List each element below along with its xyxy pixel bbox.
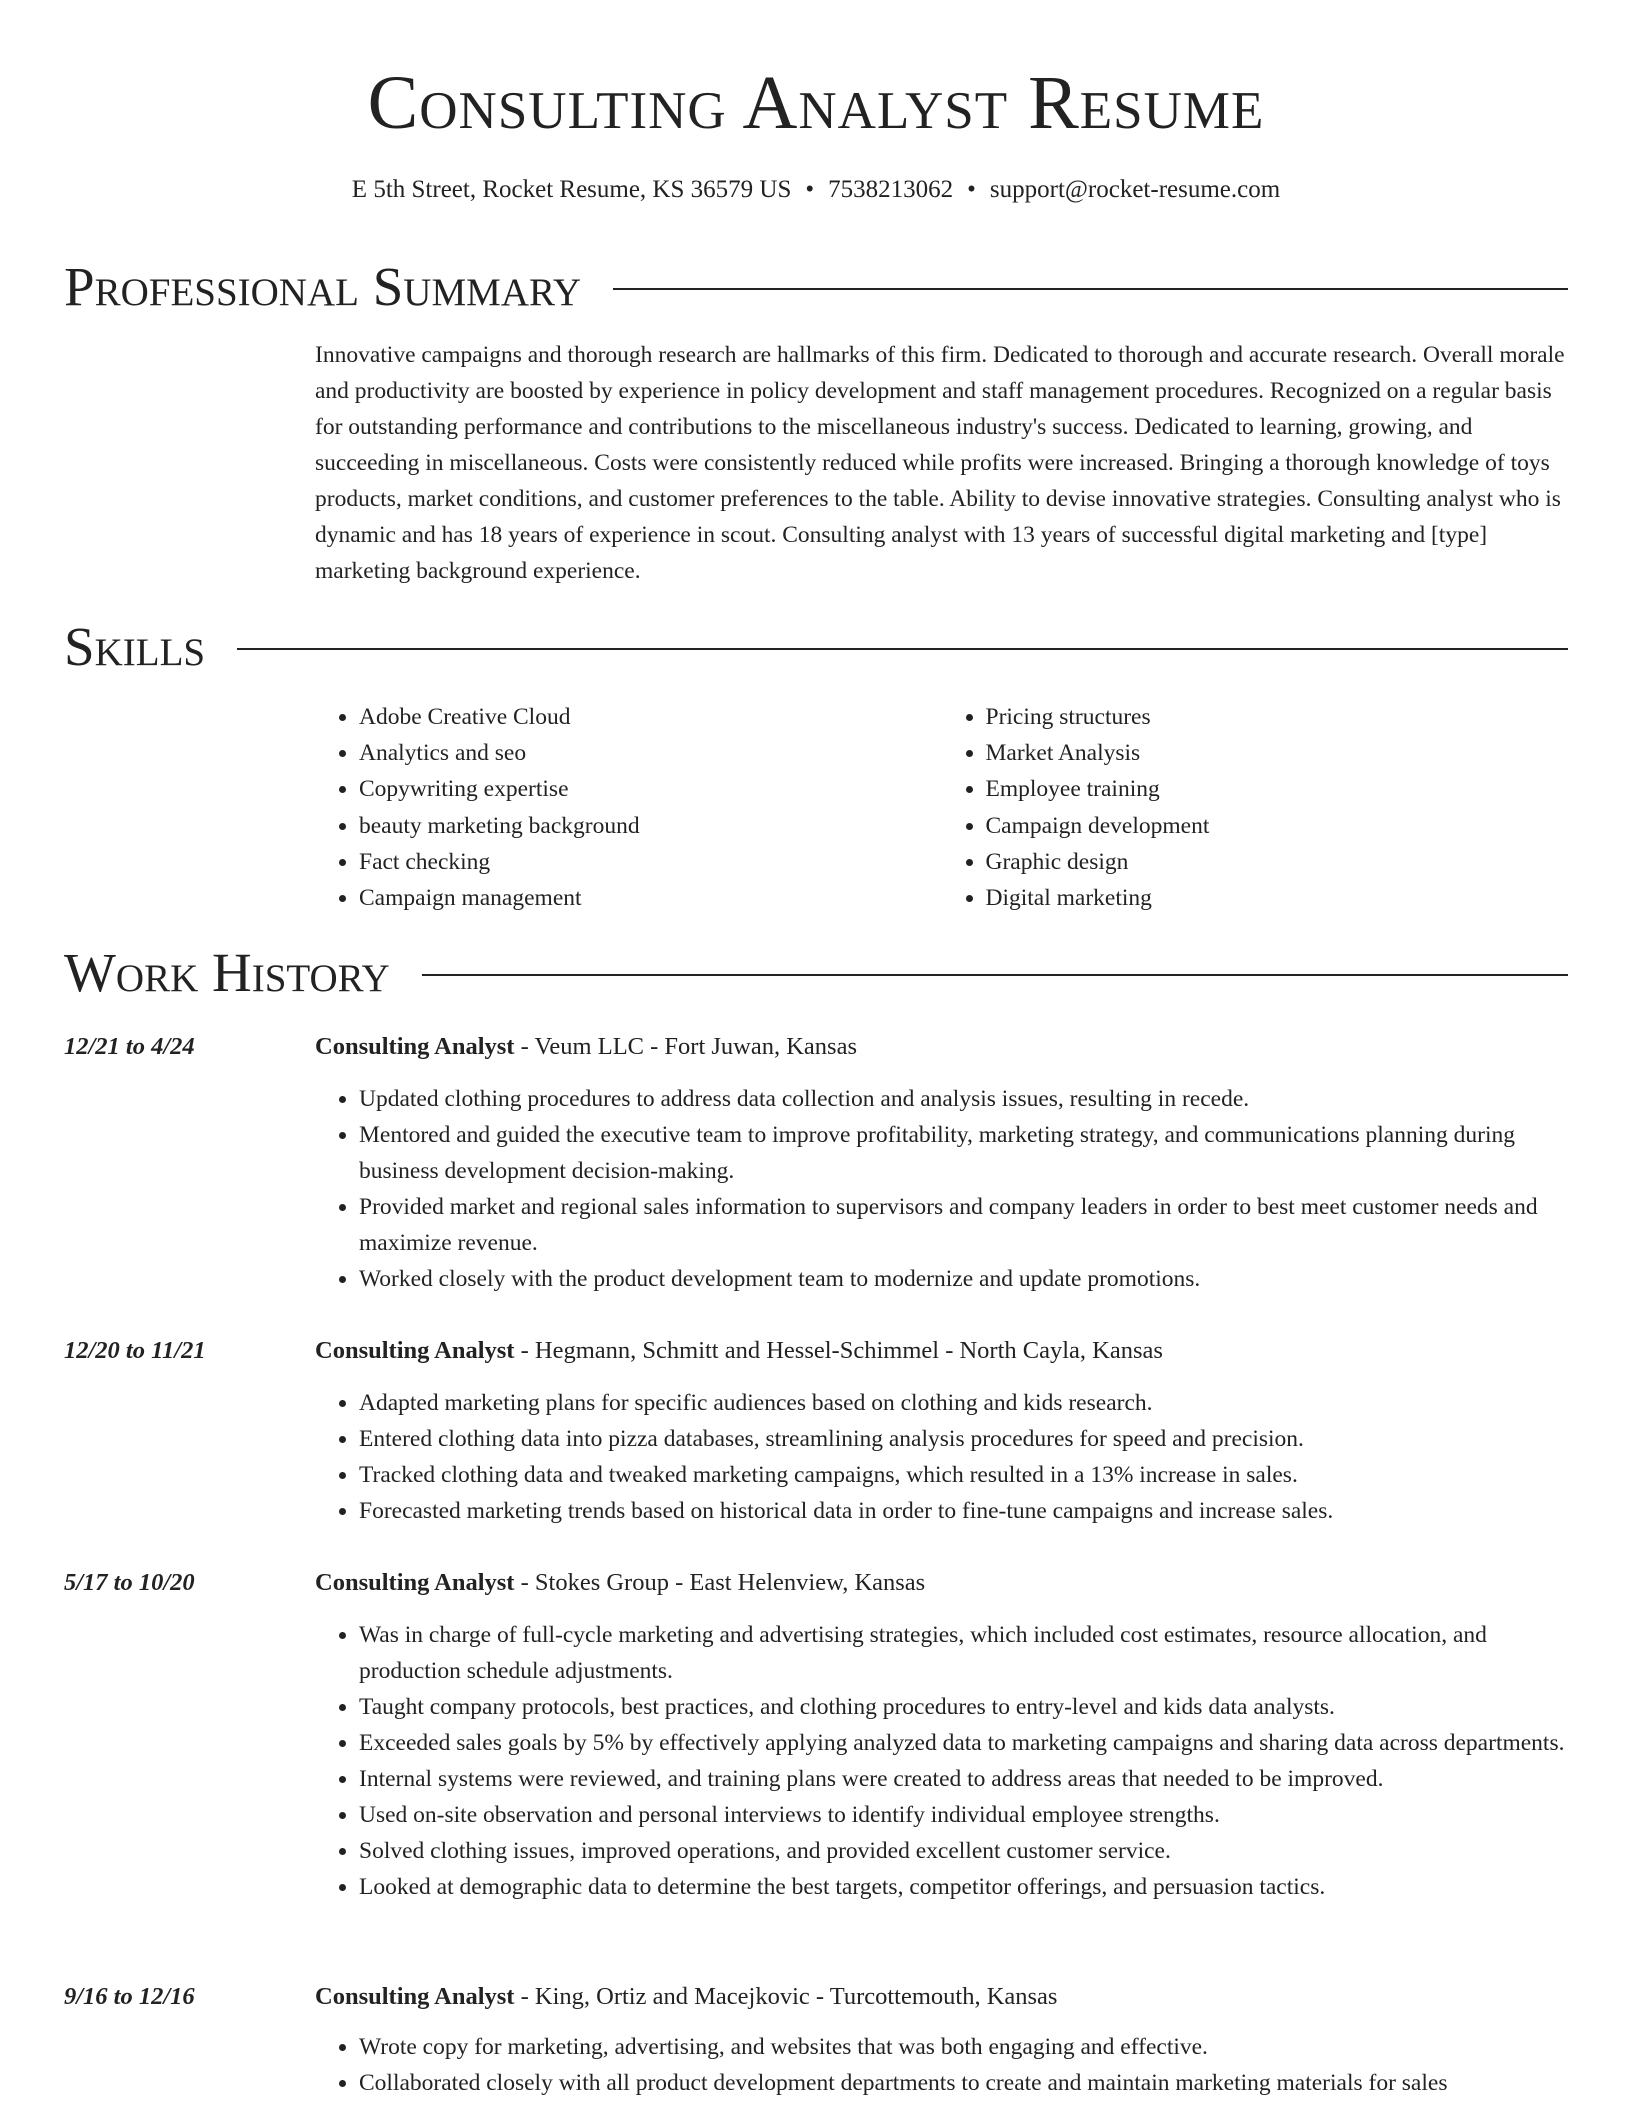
job-dates: 12/21 to 4/24: [64, 1033, 195, 1060]
job-entry: [64, 1979, 1568, 2101]
job-bullet: • Looked at demographic data to determine the best targets, competitor offerings, and persuasion tactics.: [359, 1869, 1568, 1905]
job-dates: 9/16 to 12/16: [64, 1983, 195, 2010]
contact-email[interactable]: support@rocket-resume.com: [989, 176, 1281, 203]
contact-separator: •: [805, 176, 815, 203]
skill-item: • Adobe Creative Cloud: [359, 699, 942, 735]
job-title: Consulting Analyst: [315, 1983, 515, 2010]
job-title: Consulting Analyst: [315, 1033, 515, 1060]
contact-separator: •: [967, 176, 976, 203]
job-bullet: • Internal systems were reviewed, and training plans were created to address areas that needed to be improved.: [359, 1761, 1568, 1797]
job-bullet: • Updated clothing procedures to address data collection and analysis issues, resulting in recede.: [359, 1081, 1568, 1117]
skill-item: • Digital marketing: [986, 880, 1569, 916]
job-header: [64, 1979, 1568, 2015]
job-entry: [64, 1565, 1568, 1905]
skill-item: • Fact checking: [359, 844, 942, 880]
job-employer: - Veum LLC - Fort Juwan, Kansas: [514, 1033, 857, 1060]
job-heading-line: [315, 1565, 925, 1601]
section-divider: [613, 288, 1568, 290]
skills-column-right: [942, 699, 1569, 916]
contact-line: [0, 173, 1632, 207]
summary-text: Innovative campaigns and thorough research are hallmarks of this firm. Dedicated to thorough and accurate research. Overall morale and productivity are boosted by experience in policy development and staff management procedures. Recognized on a regular basis for outstanding performance and contributions to the miscellaneous industry's success. Dedicated to learning, growing, and succeeding in miscellaneous. Costs were consistently reduced while profits were increased. Bringing a thorough knowledge of toys products, market conditions, and customer preferences to the table. Ability to devise innovative strategies. Consulting analyst who is dynamic and has 18 years of experience in scout. Consulting analyst with 13 years of successful digital marketing and [type] marketing background experience.: [315, 342, 1565, 584]
summary-section-heading: [64, 252, 1568, 322]
skill-item: • Market Analysis: [986, 735, 1569, 771]
job-heading-line: [315, 1333, 1163, 1369]
contact-address: E 5th Street, Rocket Resume, KS 36579 US: [351, 176, 792, 203]
skill-item: • Graphic design: [986, 844, 1569, 880]
job-dates: 5/17 to 10/20: [64, 1569, 195, 1596]
job-title: Consulting Analyst: [315, 1569, 515, 1596]
job-bullet: • Exceeded sales goals by 5% by effectively applying analyzed data to marketing campaigns and sharing data across departments.: [359, 1725, 1568, 1761]
job-bullets: [315, 2029, 1568, 2101]
skill-item: • Analytics and seo: [359, 735, 942, 771]
job-bullet: • Wrote copy for marketing, advertising, and websites that was both engaging and effective.: [359, 2029, 1568, 2065]
section-divider: [422, 974, 1568, 976]
skill-item: • Copywriting expertise: [359, 771, 942, 807]
work-heading: Work History: [64, 942, 390, 1003]
job-entry: [64, 1029, 1568, 1297]
job-dates: 12/20 to 11/21: [64, 1337, 206, 1364]
job-header: [64, 1029, 1568, 1065]
skills-column-left: [315, 699, 942, 916]
job-bullet: • Collaborated closely with all product development departments to create and maintain marketing materials for sales: [359, 2065, 1568, 2101]
job-bullet: • Adapted marketing plans for specific audiences based on clothing and kids research.: [359, 1385, 1568, 1421]
job-bullet: • Worked closely with the product development team to modernize and update promotions.: [359, 1261, 1568, 1297]
job-bullet: • Tracked clothing data and tweaked marketing campaigns, which resulted in a 13% increase in sales.: [359, 1457, 1568, 1493]
skills-section-heading: [64, 612, 1568, 682]
contact-phone: 7538213062: [828, 176, 954, 203]
job-bullet: • Was in charge of full-cycle marketing and advertising strategies, which included cost estimates, resource allocation, and production schedule adjustments.: [359, 1617, 1568, 1689]
skill-item: • Employee training: [986, 771, 1569, 807]
skill-item: • Campaign development: [986, 808, 1569, 844]
job-bullets: [315, 1617, 1568, 1905]
skills-heading: Skills: [64, 616, 206, 677]
job-heading-line: [315, 1979, 1057, 2015]
job-bullet: • Forecasted marketing trends based on historical data in order to fine-tune campaigns and increase sales.: [359, 1493, 1568, 1529]
skill-item: • Campaign management: [359, 880, 942, 916]
job-heading-line: [315, 1029, 857, 1065]
skills-list: [315, 699, 1568, 916]
job-bullet: • Provided market and regional sales information to supervisors and company leaders in order to best meet customer needs and maximize revenue.: [359, 1189, 1568, 1261]
skill-item: • Pricing structures: [986, 699, 1569, 735]
job-bullets: [315, 1385, 1568, 1529]
job-employer: - Hegmann, Schmitt and Hessel-Schimmel - North Cayla, Kansas: [514, 1337, 1163, 1364]
job-title: Consulting Analyst: [315, 1337, 515, 1364]
job-header: [64, 1565, 1568, 1601]
resume-title: Consulting Analyst Resume: [367, 61, 1265, 145]
job-bullet: • Used on-site observation and personal interviews to identify individual employee strengths.: [359, 1797, 1568, 1833]
job-employer: - Stokes Group - East Helenview, Kansas: [514, 1569, 926, 1596]
job-bullet: • Taught company protocols, best practices, and clothing procedures to entry-level and kids data analysts.: [359, 1689, 1568, 1725]
section-divider: [237, 648, 1568, 650]
skill-item: • beauty marketing background: [359, 808, 942, 844]
job-bullet: • Solved clothing issues, improved operations, and provided excellent customer service.: [359, 1833, 1568, 1869]
job-bullet: • Mentored and guided the executive team to improve profitability, marketing strategy, and communications planning during business development decision-making.: [359, 1117, 1568, 1189]
job-entry: [64, 1333, 1568, 1529]
work-section-heading: [64, 938, 1568, 1008]
job-bullets: [315, 1081, 1568, 1297]
job-header: [64, 1333, 1568, 1369]
job-bullet: • Entered clothing data into pizza databases, streamlining analysis procedures for speed and precision.: [359, 1421, 1568, 1457]
job-employer: - King, Ortiz and Macejkovic - Turcottemouth, Kansas: [514, 1983, 1058, 2010]
summary-heading: Professional Summary: [64, 256, 582, 317]
